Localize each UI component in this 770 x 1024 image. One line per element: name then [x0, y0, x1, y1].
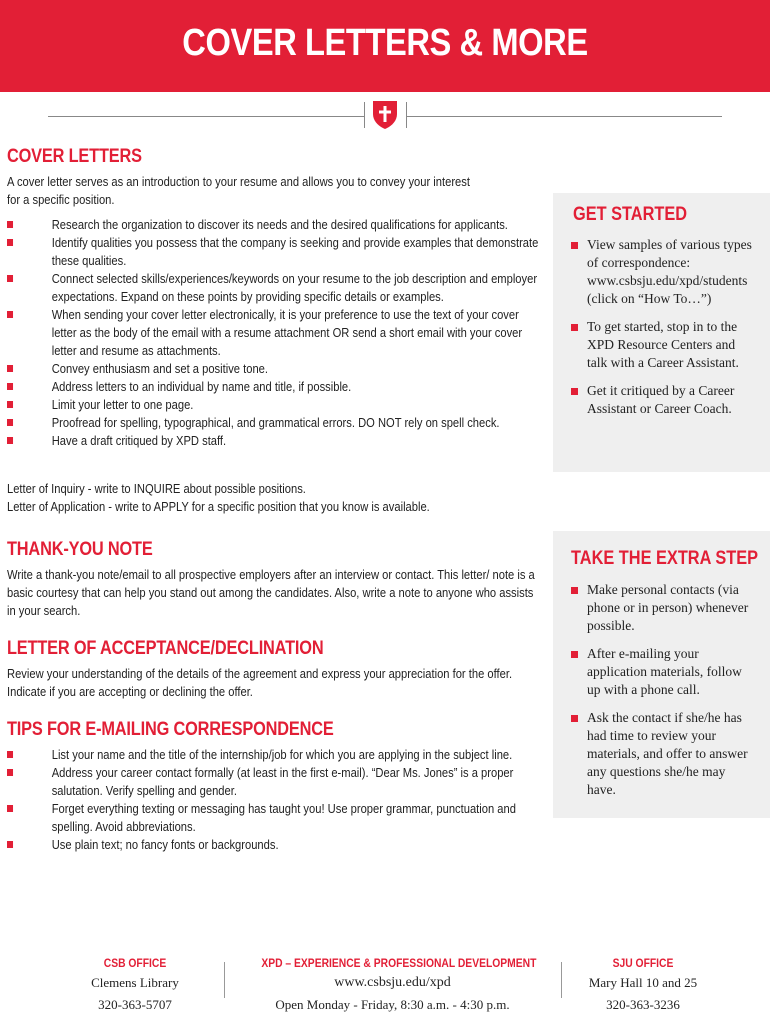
- bullet-icon: [7, 311, 13, 318]
- letter-of-inquiry: Letter of Inquiry - write to INQUIRE about possible positions.: [7, 481, 306, 496]
- divider-left: [48, 116, 364, 117]
- footer-divider: [224, 962, 225, 998]
- section-title-thank-you: THANK-YOU NOTE: [7, 539, 153, 560]
- bullet-icon: [7, 365, 13, 372]
- shield-logo-icon: [372, 100, 398, 130]
- list-item: To get started, stop in to the XPD Resource Centers and talk with a Career Assistant.: [571, 318, 756, 372]
- sidebar-title-get-started: GET STARTED: [573, 204, 688, 225]
- divider-tick-right: [406, 102, 407, 128]
- sidebar-get-started: [553, 193, 770, 472]
- list-item: When sending your cover letter electronically, it is your preference to use the text of your cover letter as the body of the email with a resume attachment OR send a short email with your cover letter and resume as attachments.: [7, 306, 540, 360]
- footer-csb-heading: CSB OFFICE: [103, 956, 167, 970]
- cover-letters-intro: A cover letter serves as an introduction to your resume and allows you to convey your interest for a specific position.: [7, 174, 470, 207]
- cover-letters-list: [7, 216, 540, 450]
- list-item: Use plain text; no fancy fonts or backgrounds.: [7, 836, 540, 854]
- list-item: Ask the contact if she/he has had time to review your materials, and offer to answer any questions she/he may have.: [571, 709, 756, 799]
- footer-xpd-heading: XPD – EXPERIENCE & PROFESSIONAL DEVELOPMENT: [261, 956, 537, 970]
- footer-xpd-hours: Open Monday - Friday, 8:30 a.m. - 4:30 p.m.: [275, 997, 510, 1012]
- page-title: COVER LETTERS & MORE: [182, 22, 588, 64]
- list-item: Make personal contacts (via phone or in person) whenever possible.: [571, 581, 756, 635]
- footer-csb-office: [60, 956, 210, 1014]
- list-item: Limit your letter to one page.: [7, 396, 540, 414]
- list-item: After e-mailing your application materials, follow up with a phone call.: [571, 645, 756, 699]
- list-item: List your name and the title of the internship/job for which you are applying in the subject line.: [7, 746, 540, 764]
- bullet-icon: [7, 419, 13, 426]
- bullet-icon: [7, 841, 13, 848]
- bullet-icon: [571, 651, 578, 658]
- list-item: Address your career contact formally (at least in the first e-mail). “Dear Ms. Jones” is a proper salutation. Verify spelling and gender.: [7, 764, 540, 800]
- list-item: Have a draft critiqued by XPD staff.: [7, 432, 540, 450]
- list-item: Research the organization to discover its needs and the desired qualifications for applicants.: [7, 216, 540, 234]
- thank-you-text: Write a thank-you note/email to all prospective employers after an interview or contact. This letter/ note is a basic courtesy that can help you stand out among the candidates. Also, write a note to anyone who assists in your search.: [7, 567, 535, 618]
- bullet-icon: [571, 715, 578, 722]
- divider-right: [406, 116, 722, 117]
- list-item: Address letters to an individual by name and title, if possible.: [7, 378, 540, 396]
- bullet-icon: [7, 805, 13, 812]
- footer-divider: [561, 962, 562, 998]
- bullet-icon: [571, 242, 578, 249]
- section-title-acceptance: LETTER OF ACCEPTANCE/DECLINATION: [7, 638, 324, 659]
- sidebar-title-extra-step: TAKE THE EXTRA STEP: [571, 548, 759, 569]
- footer-sju-location: Mary Hall 10 and 25: [588, 975, 698, 990]
- footer-csb-phone: 320-363-5707: [98, 997, 172, 1012]
- bullet-icon: [7, 383, 13, 390]
- emailing-list: [7, 746, 540, 854]
- bullet-icon: [571, 324, 578, 331]
- bullet-icon: [7, 401, 13, 408]
- bullet-icon: [7, 221, 13, 228]
- footer-csb-location: Clemens Library: [91, 975, 179, 990]
- acceptance-text: Review your understanding of the details of the agreement and express your appreciation for the offer. Indicate if you are accepting or declining the offer.: [7, 666, 513, 699]
- list-item: Convey enthusiasm and set a positive tone.: [7, 360, 540, 378]
- list-item: Proofread for spelling, typographical, and grammatical errors. DO NOT rely on spell check.: [7, 414, 540, 432]
- list-item: Forget everything texting or messaging has taught you! Use proper grammar, punctuation and spelling. Avoid abbreviations.: [7, 800, 540, 836]
- get-started-list: [571, 236, 756, 418]
- list-item: Get it critiqued by a Career Assistant or Career Coach.: [571, 382, 756, 418]
- bullet-icon: [7, 239, 13, 246]
- divider-tick-left: [364, 102, 365, 128]
- bullet-icon: [7, 437, 13, 444]
- bullet-icon: [7, 769, 13, 776]
- footer-sju-heading: SJU OFFICE: [612, 956, 674, 970]
- letter-of-application: Letter of Application - write to APPLY for a specific position that you know is available.: [7, 499, 430, 514]
- list-item: View samples of various types of correspondence: www.csbsju.edu/xpd/students (click on “How To…”): [571, 236, 756, 308]
- bullet-icon: [571, 587, 578, 594]
- footer-sju-phone: 320-363-3236: [606, 997, 680, 1012]
- bullet-icon: [7, 751, 13, 758]
- section-title-emailing: TIPS FOR E-MAILING CORRESPONDENCE: [7, 719, 334, 740]
- sidebar-extra-step: [553, 531, 770, 818]
- bullet-icon: [571, 388, 578, 395]
- header-banner: [0, 0, 770, 92]
- extra-step-list: [571, 581, 756, 799]
- list-item: Connect selected skills/experiences/keywords on your resume to the job description and employer expectations. Expand on these points by providing specific details or examples.: [7, 270, 540, 306]
- list-item: Identify qualities you possess that the company is seeking and provide examples that demonstrate these qualities.: [7, 234, 540, 270]
- section-title-cover-letters: COVER LETTERS: [7, 146, 142, 167]
- footer-xpd: [240, 956, 545, 1014]
- footer-sju-office: [570, 956, 716, 1014]
- footer-xpd-url[interactable]: www.csbsju.edu/xpd: [334, 975, 451, 990]
- bullet-icon: [7, 275, 13, 282]
